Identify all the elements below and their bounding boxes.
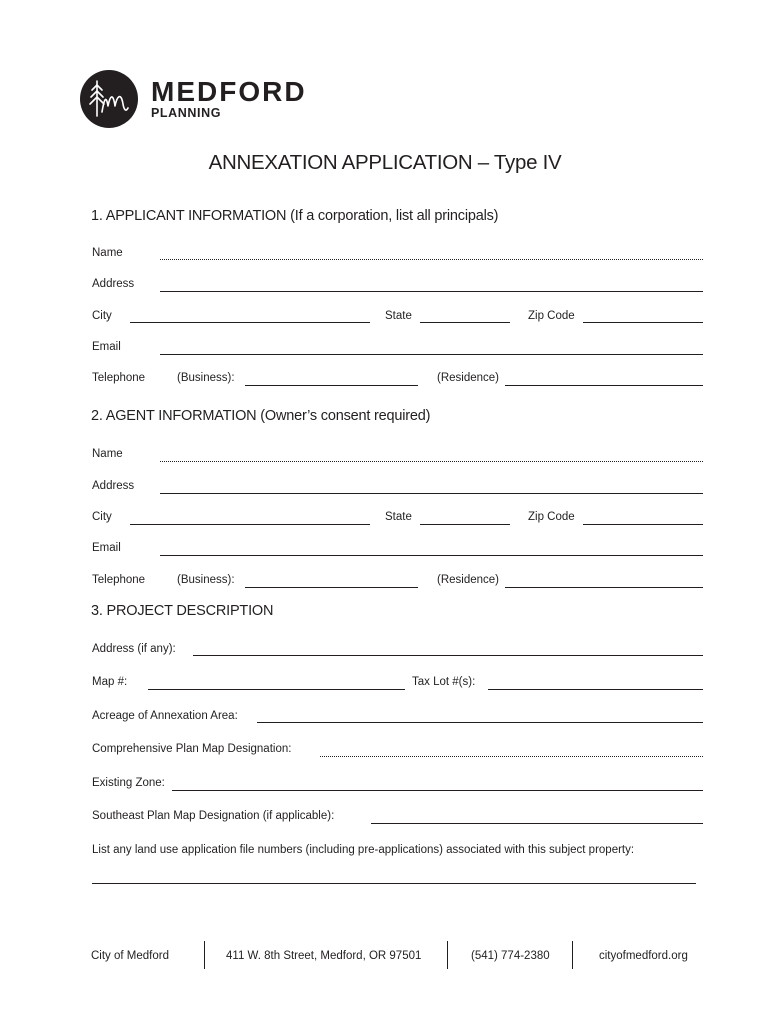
agent-state-label: State [385, 511, 412, 523]
page-title: ANNEXATION APPLICATION – Type IV [208, 151, 562, 174]
southeast-plan-field[interactable] [371, 823, 703, 824]
applicant-address-field[interactable] [160, 291, 703, 292]
map-number-label: Map #: [92, 676, 128, 688]
agent-residence-label: (Residence) [437, 574, 499, 586]
agent-name-field[interactable] [160, 461, 703, 462]
applicant-address-label: Address [92, 278, 135, 290]
project-address-label: Address (if any): [92, 643, 176, 655]
applicant-state-label: State [385, 310, 412, 322]
applicant-name-label: Name [92, 247, 123, 259]
agent-telephone-label: Telephone [92, 574, 146, 586]
southeast-plan-label: Southeast Plan Map Designation (if applicable): [92, 810, 335, 822]
agent-name-label: Name [92, 448, 123, 460]
footer-website-link[interactable]: cityofmedford.org [599, 950, 688, 962]
section-project-heading: 3. PROJECT DESCRIPTION [91, 603, 274, 619]
agent-state-field[interactable] [420, 524, 510, 525]
map-number-field[interactable] [148, 689, 405, 690]
applicant-email-label: Email [92, 341, 121, 353]
applicant-city-label: City [92, 310, 112, 322]
tree-m-icon [80, 70, 138, 128]
brand-name: MEDFORD [151, 76, 307, 107]
applicant-name-field[interactable] [160, 259, 703, 260]
agent-address-label: Address [92, 480, 135, 492]
agent-address-field[interactable] [160, 493, 703, 494]
applicant-state-field[interactable] [420, 322, 510, 323]
agent-email-field[interactable] [160, 555, 703, 556]
agent-zip-label: Zip Code [528, 511, 575, 523]
applicant-residence-label: (Residence) [437, 372, 499, 384]
agent-city-label: City [92, 511, 112, 523]
agent-business-phone-field[interactable] [245, 587, 418, 588]
brand-subtitle: PLANNING [151, 106, 222, 120]
comp-plan-label: Comprehensive Plan Map Designation: [92, 743, 292, 755]
agent-zip-field[interactable] [583, 524, 703, 525]
applicant-residence-phone-field[interactable] [505, 385, 703, 386]
applicant-business-label: (Business): [177, 372, 235, 384]
applicant-email-field[interactable] [160, 354, 703, 355]
footer-divider [204, 941, 205, 969]
acreage-label: Acreage of Annexation Area: [92, 710, 238, 722]
footer-divider [572, 941, 573, 969]
tax-lot-field[interactable] [488, 689, 703, 690]
tax-lot-label: Tax Lot #(s): [412, 676, 476, 688]
comp-plan-field[interactable] [320, 756, 703, 757]
applicant-business-phone-field[interactable] [245, 385, 418, 386]
agent-email-label: Email [92, 542, 121, 554]
applicant-zip-label: Zip Code [528, 310, 575, 322]
section-agent-heading: 2. AGENT INFORMATION (Owner’s consent required) [91, 408, 431, 424]
agent-business-label: (Business): [177, 574, 235, 586]
file-numbers-label: List any land use application file numbers (including pre-applications) associated with this subject property: [92, 844, 635, 856]
agent-residence-phone-field[interactable] [505, 587, 703, 588]
footer-phone: (541) 774-2380 [471, 950, 550, 962]
medford-logo-icon [80, 70, 138, 128]
agent-city-field[interactable] [130, 524, 370, 525]
section-applicant-heading: 1. APPLICANT INFORMATION (If a corporation, list all principals) [91, 208, 499, 224]
applicant-zip-field[interactable] [583, 322, 703, 323]
existing-zone-label: Existing Zone: [92, 777, 165, 789]
existing-zone-field[interactable] [172, 790, 703, 791]
project-address-field[interactable] [193, 655, 703, 656]
file-numbers-field[interactable] [92, 883, 696, 884]
footer-divider [447, 941, 448, 969]
applicant-city-field[interactable] [130, 322, 370, 323]
footer-address: 411 W. 8th Street, Medford, OR 97501 [226, 950, 422, 962]
footer-city: City of Medford [91, 950, 169, 962]
applicant-telephone-label: Telephone [92, 372, 146, 384]
acreage-field[interactable] [257, 722, 703, 723]
